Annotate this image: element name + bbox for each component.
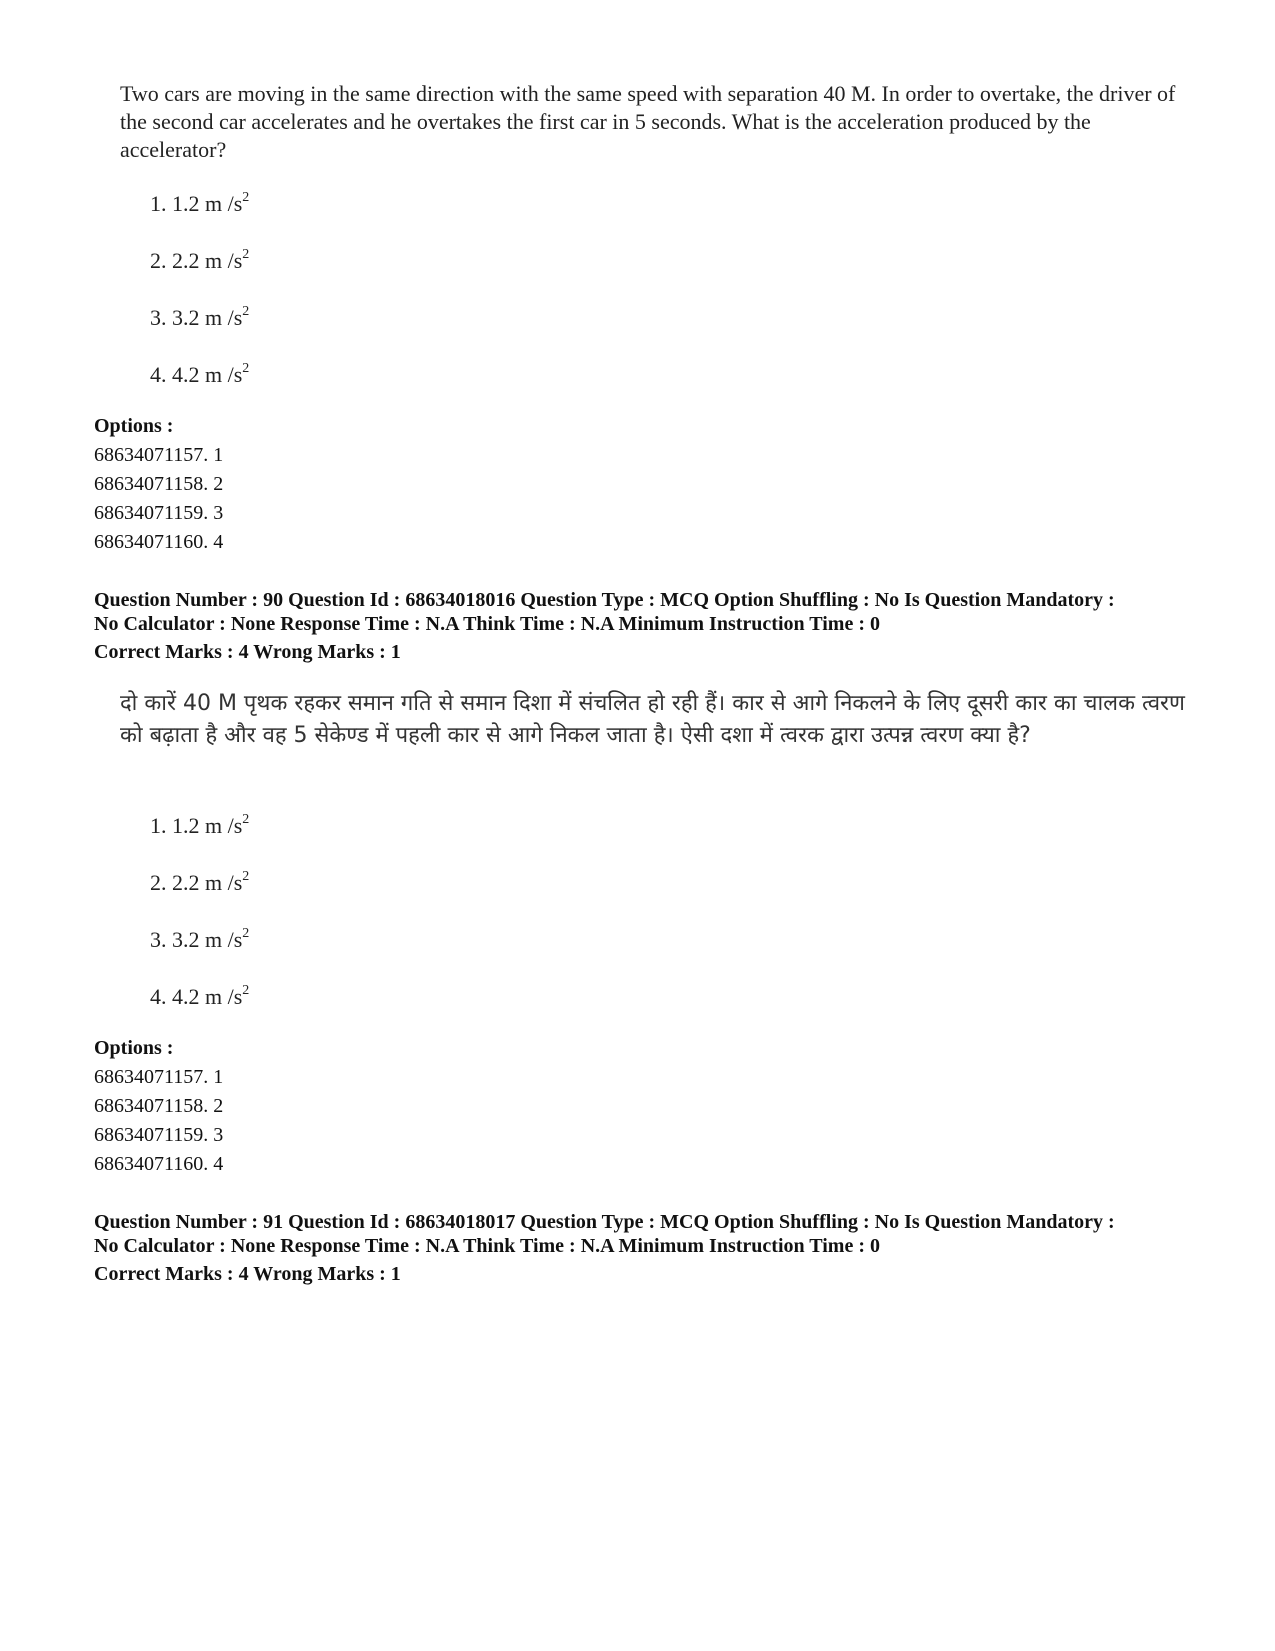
question-90-options — [94, 1034, 494, 1179]
question-89-text: Two cars are moving in the same direction with the same speed with separation 40 M. In order to overtake, the driver of the second car accelerates and he overtakes the first car in 5 seconds. What is the acceleration produced by the accelerator? — [120, 81, 1176, 162]
question-90-meta-line-1: Question Number : 90 Question Id : 68634018016 Question Type : MCQ Option Shuffling : No Is Question Mandatory : — [94, 589, 1115, 611]
question-90-meta-line-2: No Calculator : None Response Time : N.A Think Time : N.A Minimum Instruction Time : 0 — [94, 613, 880, 635]
question-89-choice-2: 2. 2.2 m $/s^2$ — [150, 247, 250, 273]
option-id: 68634071158. 2 — [94, 473, 224, 495]
question-90-choice-1: 1. 1.2 m $/s^2$ — [150, 812, 250, 838]
question-89-choice-4: 4. 4.2 m $/s^2$ — [150, 361, 250, 387]
question-89-choice-1: 1. 1.2 m $/s^2$ — [150, 190, 250, 216]
question-91-meta-line-2: No Calculator : None Response Time : N.A Think Time : N.A Minimum Instruction Time : 0 — [94, 1235, 880, 1257]
option-id: 68634071160. 4 — [94, 1153, 224, 1175]
question-90-block — [120, 688, 1195, 752]
question-89-options — [94, 412, 494, 557]
question-90-choice-3: 3. 3.2 m $/s^2$ — [150, 926, 250, 952]
options-title: Options : — [94, 1037, 174, 1059]
question-90-text: दो कारें 40 M पृथक रहकर समान गति से समान दिशा में संचलित हो रही हैं। कार से आगे निकलने के लिए दूसरी कार का चालक त्वरण को बढ़ाता है और वह 5 सेकेण्ड में पहली कार से आगे निकल जाता है। ऐसी दशा में त्वरक द्वारा उत्पन्न त्वरण क्या है? — [120, 691, 1185, 748]
question-89-block — [120, 80, 1195, 164]
question-90-choice-4: 4. 4.2 m $/s^2$ — [150, 983, 250, 1009]
question-91-marks: Correct Marks : 4 Wrong Marks : 1 — [94, 1263, 401, 1285]
question-90-choice-2: 2. 2.2 m $/s^2$ — [150, 869, 250, 895]
question-90-marks: Correct Marks : 4 Wrong Marks : 1 — [94, 641, 401, 663]
option-id: 68634071158. 2 — [94, 1095, 224, 1117]
question-91-meta-line-1: Question Number : 91 Question Id : 68634018017 Question Type : MCQ Option Shuffling : No Is Question Mandatory : — [94, 1211, 1115, 1233]
option-id: 68634071157. 1 — [94, 1066, 224, 1088]
question-91-meta — [94, 1210, 1214, 1286]
options-title: Options : — [94, 415, 174, 437]
option-id: 68634071159. 3 — [94, 502, 224, 524]
option-id: 68634071160. 4 — [94, 531, 224, 553]
option-id: 68634071159. 3 — [94, 1124, 224, 1146]
question-90-meta — [94, 588, 1214, 664]
option-id: 68634071157. 1 — [94, 444, 224, 466]
question-89-choice-3: 3. 3.2 m $/s^2$ — [150, 304, 250, 330]
